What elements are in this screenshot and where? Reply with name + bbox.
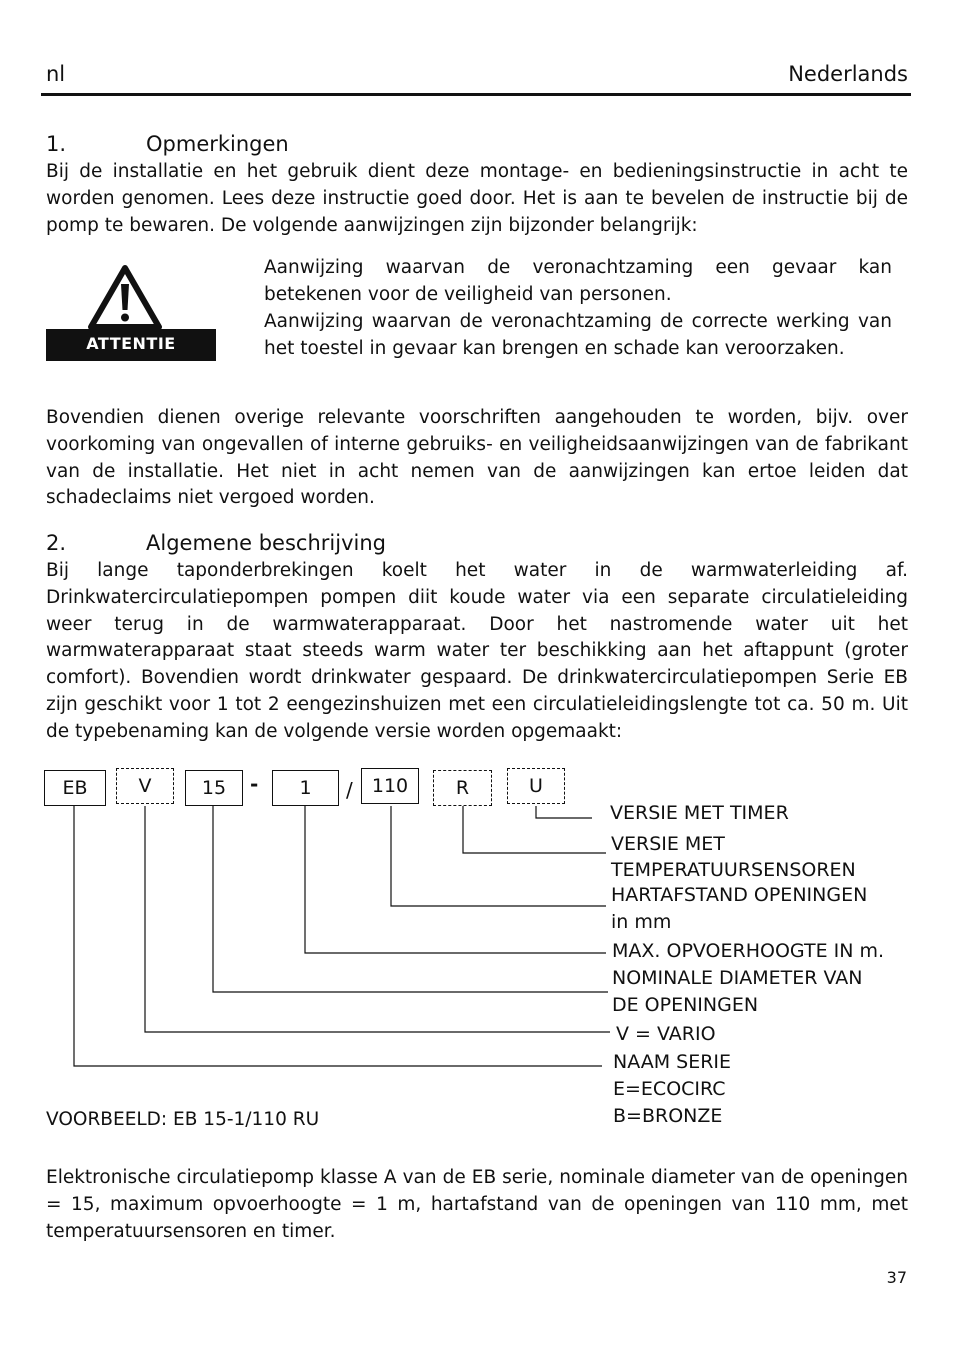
label-max-head: MAX. OPVOERHOOGTE IN m. bbox=[612, 940, 885, 962]
section-1-number: 1. bbox=[46, 132, 67, 156]
label-hart-2: in mm bbox=[611, 911, 672, 933]
language-code: nl bbox=[46, 62, 66, 86]
section-1-closing: Bovendien dienen overige relevante voorschriften aangehouden te worden, bijv. over voorkoming van ongevallen of interne gebruiks- en veiligheidsaanwijzingen van de fabrikant van de installatie. Het niet in acht nemen van de aanwijzingen kan ertoe leiden dat schadeclaims niet vergoed worden. bbox=[46, 407, 908, 509]
warning-badge: ATTENTIE bbox=[46, 329, 216, 361]
code-box-timer: U bbox=[507, 768, 565, 804]
conclusion-paragraph: Elektronische circulatiepomp klasse A van de EB serie, nominale diameter van de openingen = 15, maximum opvoerhoogte = 1 m, hartafstand van de openingen van 110 mm, met temperatuursensoren en timer. bbox=[46, 1167, 908, 1242]
page-number: 37 bbox=[886, 1268, 907, 1287]
code-box-length: 110 bbox=[361, 768, 419, 804]
example-code: VOORBEELD: EB 15-1/110 RU bbox=[46, 1109, 320, 1130]
label-hart-1: HARTAFSTAND OPENINGEN bbox=[611, 884, 868, 906]
label-vario: V = VARIO bbox=[616, 1023, 716, 1045]
section-2-body: Bij lange taponderbrekingen koelt het water in de warmwaterleiding af. Drinkwatercirculatiepompen pompen diit koude water via een separate circulatieleiding weer terug in de warmwaterapparaat. Door het nastromende water uit het warmwaterapparaat staat steeds warm water ter beschikking aan het aftappunt (groter comfort). Bovendien wordt drinkwater gespaard. De drinkwatercirculatiepompen Serie EB zijn geschikt voor 1 tot 2 eengezinshuizen met een circulatieleidingslengte tot ca. 50 m. Uit de typebenaming kan de volgende versie worden opgemaakt: bbox=[46, 560, 908, 742]
code-box-series: EB bbox=[44, 770, 106, 806]
section-2-number: 2. bbox=[46, 531, 67, 555]
label-timer: VERSIE MET TIMER bbox=[610, 802, 789, 824]
label-temp-2: TEMPERATUURSENSOREN bbox=[611, 859, 856, 881]
label-nominal-2: DE OPENINGEN bbox=[612, 994, 759, 1016]
code-box-diameter: 15 bbox=[185, 770, 243, 806]
label-temp-1: VERSIE MET bbox=[611, 833, 725, 855]
code-box-head: 1 bbox=[272, 770, 339, 806]
language-name: Nederlands bbox=[788, 62, 908, 86]
label-nominal-1: NOMINALE DIAMETER VAN bbox=[612, 967, 863, 989]
code-slash: / bbox=[346, 778, 353, 802]
code-dash: - bbox=[250, 772, 259, 796]
code-box-sensor: R bbox=[433, 770, 492, 806]
warning-text-1: Aanwijzing waarvan de veronachtzaming een gevaar kan betekenen voor de veiligheid van personen. bbox=[264, 257, 892, 305]
warning-text-2: Aanwijzing waarvan de veronachtzaming de correcte werking van het toestel in gevaar kan brengen en schade kan veroorzaken. bbox=[264, 311, 892, 359]
section-1-intro: Bij de installatie en het gebruik dient deze montage- en bedieningsinstructie in acht te worden genomen. Lees deze instructie goed door. Het is aan te bevelen de instructie bij de pomp te bewaren. De volgende aanwijzingen zijn bijzonder belangrijk: bbox=[46, 161, 908, 236]
section-1-title: Opmerkingen bbox=[146, 132, 289, 156]
label-ecocirc: E=ECOCIRC bbox=[613, 1078, 726, 1100]
section-2-title: Algemene beschrijving bbox=[146, 531, 386, 555]
label-bronze: B=BRONZE bbox=[613, 1105, 723, 1127]
code-box-vario: V bbox=[116, 768, 174, 804]
label-series-name: NAAM SERIE bbox=[613, 1051, 732, 1073]
